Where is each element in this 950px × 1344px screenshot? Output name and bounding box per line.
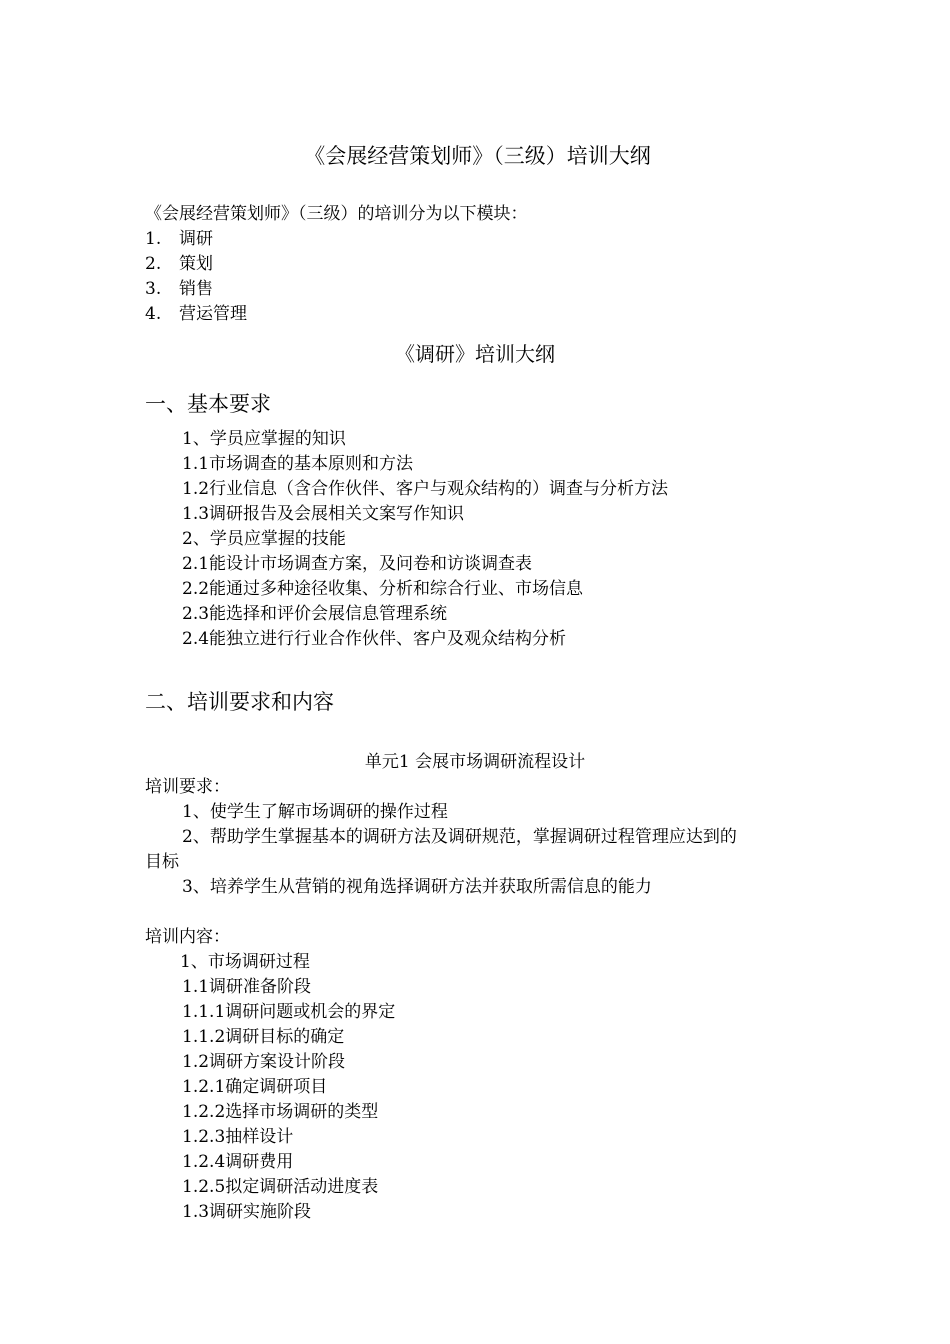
content-item: 1.3调研实施阶段 <box>182 1202 312 1222</box>
requirement-item: 1.1市场调查的基本原则和方法 <box>182 454 414 474</box>
module-label: 调研 <box>179 229 213 249</box>
unit-title: 单元1 会展市场调研流程设计 <box>364 752 586 772</box>
training-req-item: 1、使学生了解市场调研的操作过程 <box>182 802 448 822</box>
content-item: 1.1.1调研问题或机会的界定 <box>182 1002 396 1022</box>
training-req-item: 3、培养学生从营销的视角选择调研方法并获取所需信息的能力 <box>182 877 652 897</box>
module-item <box>145 227 213 252</box>
content-item: 1、市场调研过程 <box>180 952 310 972</box>
content-item: 1.1调研准备阶段 <box>182 977 312 997</box>
section-subtitle: 《调研》培训大纲 <box>395 342 555 366</box>
requirement-item: 2.1能设计市场调查方案，及问卷和访谈调查表 <box>182 554 533 574</box>
requirement-item: 1.2行业信息（含合作伙伴、客户与观众结构的）调查与分析方法 <box>182 479 669 499</box>
content-item: 1.2.5拟定调研活动进度表 <box>182 1177 379 1197</box>
content-item: 1.2.3抽样设计 <box>182 1127 294 1147</box>
training-req-item: 2、帮助学生掌握基本的调研方法及调研规范，掌握调研过程管理应达到的 <box>182 827 737 847</box>
requirement-item: 2、学员应掌握的技能 <box>182 529 346 549</box>
content-item: 1.1.2调研目标的确定 <box>182 1027 345 1047</box>
intro-text: 《会展经营策划师》（三级）的培训分为以下模块： <box>145 204 528 224</box>
requirement-item: 2.3能选择和评价会展信息管理系统 <box>182 604 448 624</box>
requirement-item: 1.3调研报告及会展相关文案写作知识 <box>182 504 465 524</box>
module-item <box>145 252 213 277</box>
training-content-label: 培训内容： <box>145 927 230 947</box>
section-heading: 二、培训要求和内容 <box>145 690 334 714</box>
module-item <box>145 302 247 327</box>
content-item: 1.2.4调研费用 <box>182 1152 294 1172</box>
content-item: 1.2.2选择市场调研的类型 <box>182 1102 379 1122</box>
list-number: 3. <box>145 279 162 299</box>
document-title: 《会展经营策划师》（三级）培训大纲 <box>304 144 651 168</box>
module-item <box>145 277 213 302</box>
module-label: 销售 <box>179 279 213 299</box>
list-number: 4. <box>145 304 162 324</box>
training-req-item-continuation: 目标 <box>145 852 179 872</box>
list-number: 2. <box>145 254 162 274</box>
content-item: 1.2.1确定调研项目 <box>182 1077 328 1097</box>
content-item: 1.2调研方案设计阶段 <box>182 1052 346 1072</box>
requirement-item: 1、学员应掌握的知识 <box>182 429 346 449</box>
list-number: 1. <box>145 229 162 249</box>
training-req-label: 培训要求： <box>145 777 230 797</box>
module-label: 策划 <box>179 254 213 274</box>
section-heading: 一、基本要求 <box>145 392 271 416</box>
module-label: 营运管理 <box>179 304 247 324</box>
requirement-item: 2.2能通过多种途径收集、分析和综合行业、市场信息 <box>182 579 584 599</box>
requirement-item: 2.4能独立进行行业合作伙伴、客户及观众结构分析 <box>182 629 567 649</box>
